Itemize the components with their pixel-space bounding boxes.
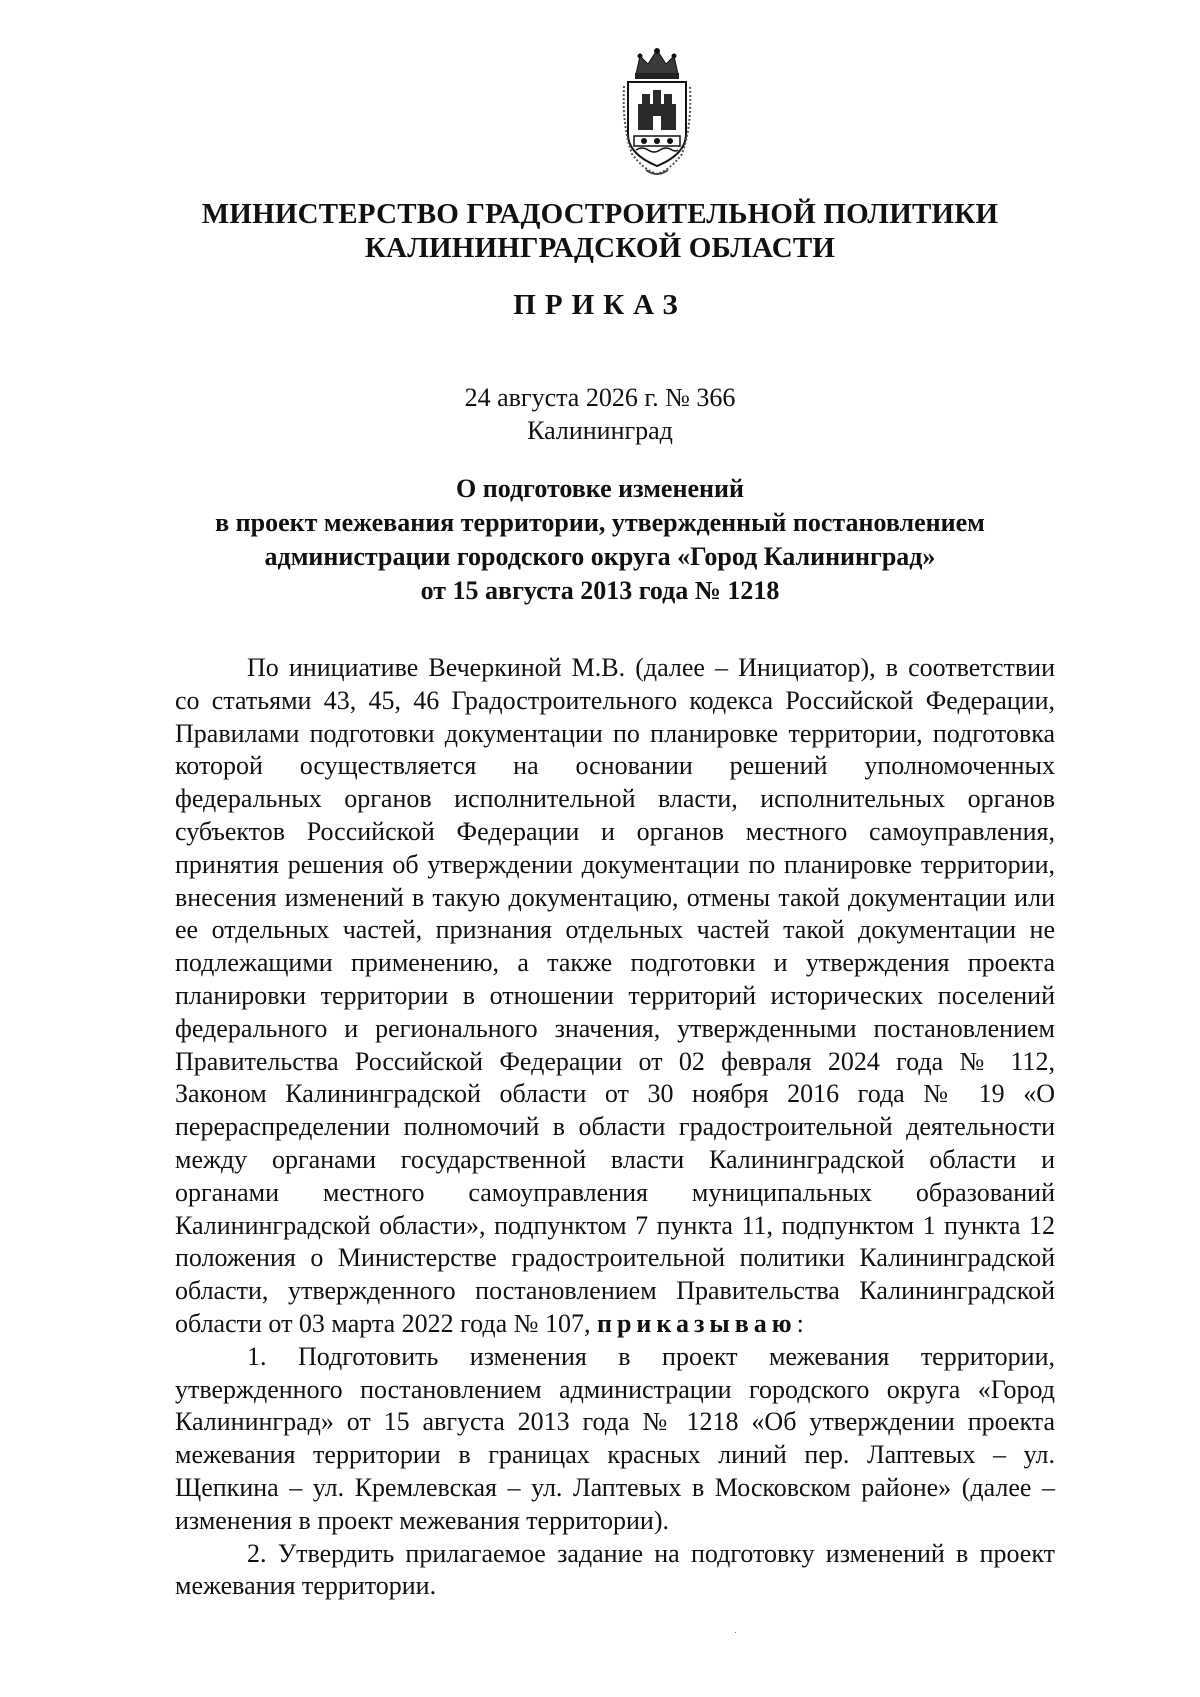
preamble-paragraph [175, 652, 1055, 1341]
city: Калининград [527, 416, 673, 445]
subject-line1: О подготовке изменений [456, 474, 744, 503]
order-item-2: 2. Утвердить прилагаемое задание на подготовку изменений в проект межевания территории. [175, 1538, 1055, 1601]
order-colon: : [796, 1308, 804, 1338]
scan-speck [735, 1632, 736, 1633]
kaliningrad-region-coat-of-arms-icon [622, 46, 692, 178]
ministry-name-line2: КАЛИНИНГРАДСКОЙ ОБЛАСТИ [364, 232, 836, 264]
document-type-title: ПРИКАЗ [513, 289, 687, 321]
subject-line3: администрации городского округа «Город Калининград» [264, 542, 936, 571]
date-and-number: 24 августа 2026 г. № 366 [464, 383, 736, 412]
preamble-text: По инициативе Вечеркиной М.В. (далее – Инициатор), в соответствии со статьями 43, 45, 46 Градостроительного кодекса Российской Федерации, Правилами подготовки документации по планировке территории, подготовка которой осуществляется на основании решений уполномоченных федеральных органов исполнительной власти, исполнительных органов субъектов Российской Федерации и органов местного самоуправления, принятия решения об утверждении документации по планировке территории, внесения изменений в такую документацию, отмены такой документации или ее отдельных частей, признания отдельных частей такой документации не подлежащими применению, а также подготовки и утверждения проекта планировки территории в отношении территорий исторических поселений федерального и регионального значения, утвержденными постановлением Правительства Российской Федерации от 02 февраля 2024 года № 112, Законом Калининградской области от 30 ноября 2016 года № 19 «О перераспределении полномочий в области градостроительной деятельности между органами государственной власти Калининградской области и органами местного самоуправления муниципальных образований Калининградской области», подпунктом 7 пункта 11, подпунктом 1 пункта 12 положения о Министерстве градостроительной политики Калининградской области, утвержденного постановлением Правительства Калининградской области от 03 марта 2022 года № 107, [175, 653, 1055, 1338]
subject-line2: в проект межевания территории, утвержденный постановлением [215, 508, 985, 537]
order-item-1: 1. Подготовить изменения в проект межевания территории, утвержденного постановлением администрации городского округа «Город Калининград» от 15 августа 2013 года № 1218 «Об утверждении проекта межевания территории в границах красных линий пер. Лаптевых – ул. Щепкина – ул. Кремлевская – ул. Лаптевых в Московском районе» (далее – изменения в проект межевания территории). [175, 1341, 1055, 1535]
order-keyword: приказываю [596, 1308, 797, 1338]
ministry-name-line1: МИНИСТЕРСТВО ГРАДОСТРОИТЕЛЬНОЙ ПОЛИТИКИ [201, 198, 999, 230]
subject-line4: от 15 августа 2013 года № 1218 [420, 576, 780, 605]
order-body [175, 652, 1055, 1603]
